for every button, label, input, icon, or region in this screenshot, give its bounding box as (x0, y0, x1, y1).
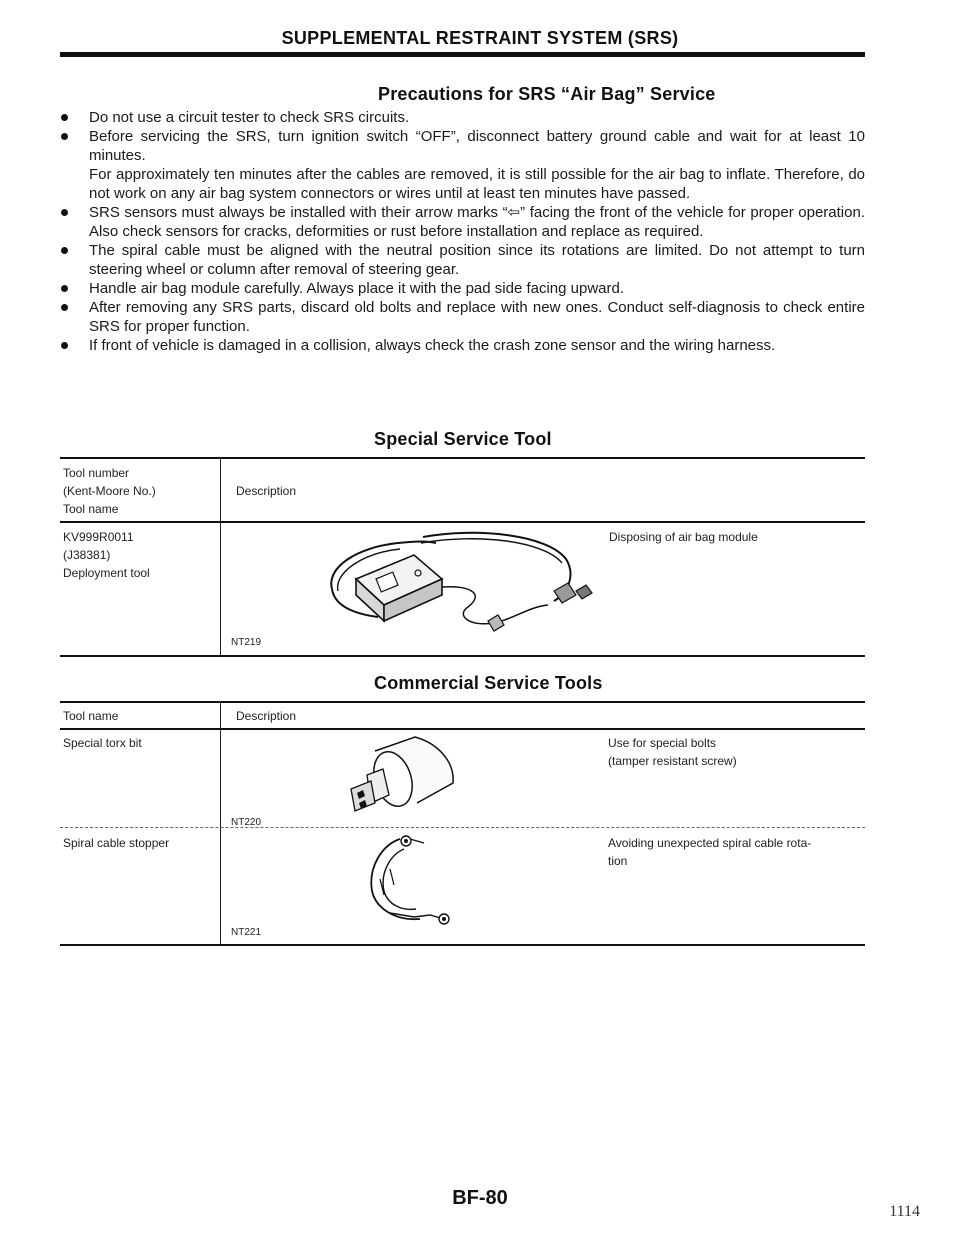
precaution-item (60, 298, 865, 336)
precaution-item (60, 203, 865, 241)
table-bottom-rule (60, 655, 865, 657)
precaution-item (60, 127, 865, 203)
row-separator (60, 827, 865, 828)
header-rule (60, 52, 865, 57)
tool-name: Spiral cable stopper (63, 836, 170, 850)
precaution-text: The spiral cable must be aligned with the neutral position since its rotations are limited. Do not attempt to turn steering wheel or column after removal of steering gear. (89, 242, 865, 278)
tool-description-line: Avoiding unexpected spiral cable rota- (608, 836, 812, 850)
tool-number: KV999R0011 (63, 530, 134, 544)
precaution-item (60, 279, 865, 298)
header-kent-moore: (Kent-Moore No.) (63, 484, 156, 498)
table-top-rule (60, 701, 865, 703)
tool-name: Deployment tool (63, 566, 150, 580)
header-description: Description (236, 484, 297, 498)
figure-code: NT219 (231, 637, 262, 648)
table-header-rule (60, 728, 865, 730)
precaution-text: Before servicing the SRS, turn ignition switch “OFF”, disconnect battery ground cable and wait for at least 10 minutes. (89, 128, 865, 164)
page-header-title: SUPPLEMENTAL RESTRAINT SYSTEM (SRS) (281, 28, 679, 48)
page-number: BF-80 (452, 1187, 508, 1209)
header-tool-name: Tool name (63, 502, 119, 516)
special-tool-table (60, 457, 865, 657)
precaution-item (60, 336, 865, 355)
precautions-list (60, 108, 865, 355)
spiral-cable-stopper-illustration (350, 831, 460, 931)
torx-bit-illustration (315, 731, 465, 821)
page-sequence-number: 1114 (889, 1203, 920, 1220)
tool-description: Disposing of air bag module (609, 530, 758, 544)
precaution-text: If front of vehicle is damaged in a collision, always check the crash zone sensor and the wiring harness. (89, 337, 776, 354)
table-header-rule (60, 521, 865, 523)
header-description: Description (236, 709, 297, 723)
tool-kent-moore: (J38381) (63, 548, 111, 562)
precaution-text: Do not use a circuit tester to check SRS circuits. (89, 109, 410, 126)
tool-description-line: Use for special bolts (608, 736, 717, 750)
precaution-item (60, 108, 865, 127)
column-divider (220, 457, 221, 655)
precaution-text: After removing any SRS parts, discard old bolts and replace with new ones. Conduct self-diagnosis to check entire SRS for proper function. (89, 299, 865, 335)
table-top-rule (60, 457, 865, 459)
table-bottom-rule (60, 944, 865, 946)
tool-name: Special torx bit (63, 736, 142, 750)
tool-description-line: (tamper resistant screw) (608, 754, 737, 768)
special-tool-title: Special Service Tool (374, 429, 552, 449)
precautions-title: Precautions for SRS “Air Bag” Service (378, 84, 716, 104)
figure-code: NT220 (231, 817, 262, 828)
column-divider (220, 701, 221, 944)
precaution-text: Handle air bag module carefully. Always place it with the pad side facing upward. (89, 280, 625, 297)
precaution-text: SRS sensors must always be installed with their arrow marks “⇦” facing the front of the vehicle for proper operation. Also check sensors for cracks, deformities or rust before installation and replace as required. (89, 204, 865, 240)
header-tool-name: Tool name (63, 709, 119, 723)
commercial-tools-table (60, 701, 865, 946)
commercial-tools-title: Commercial Service Tools (374, 673, 603, 693)
header-tool-number: Tool number (63, 466, 130, 480)
precaution-item (60, 241, 865, 279)
precaution-text: For approximately ten minutes after the cables are removed, it is still possible for the air bag to inflate. Therefore, do not work on any air bag system connectors or wires until at least ten minutes have passed. (89, 166, 865, 202)
deployment-tool-illustration (318, 529, 608, 634)
tool-description-line: tion (608, 854, 628, 868)
figure-code: NT221 (231, 927, 262, 938)
